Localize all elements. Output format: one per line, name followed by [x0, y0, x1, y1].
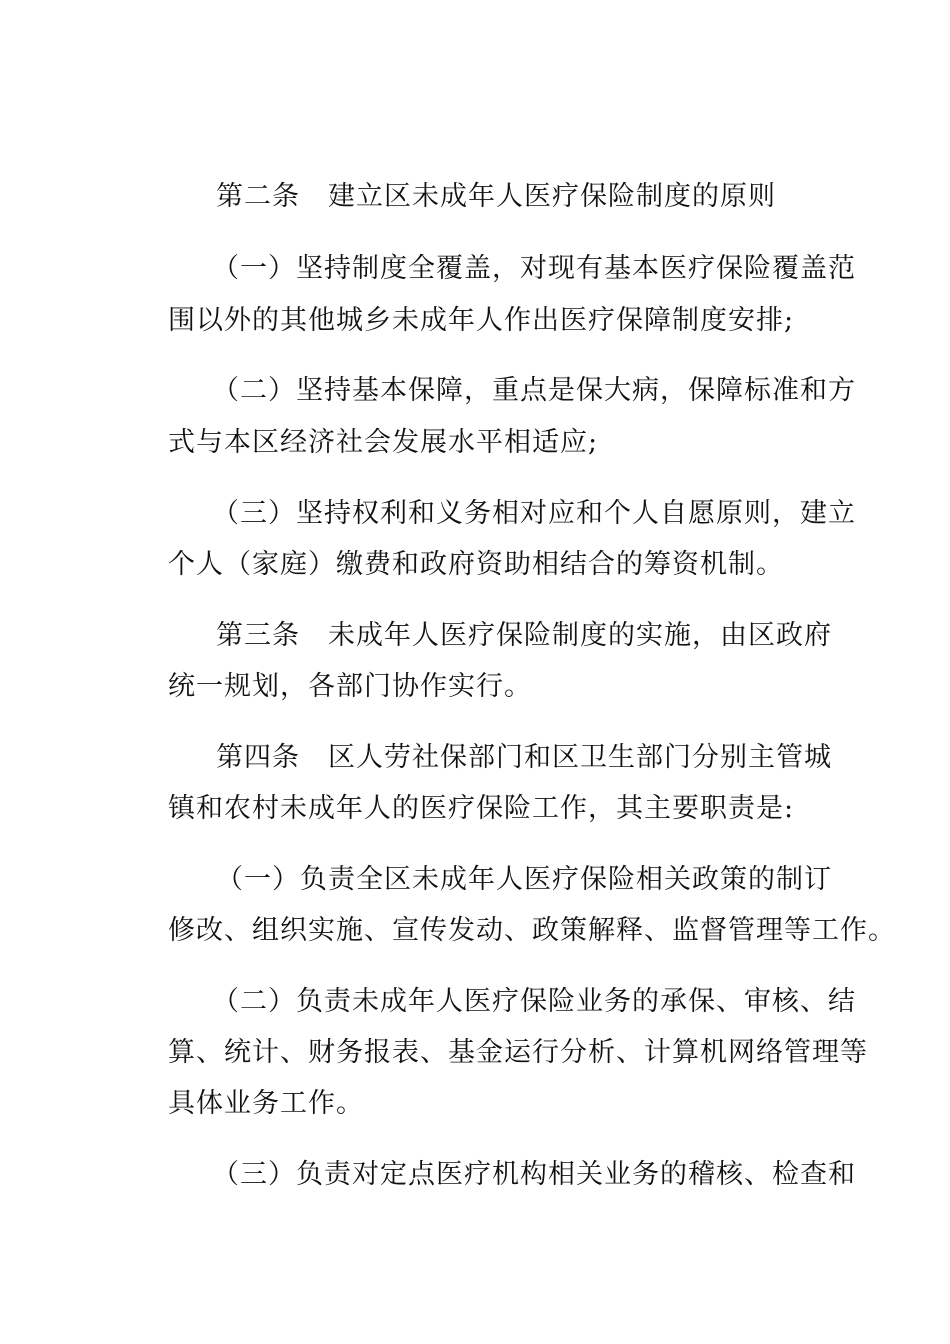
article-2-item-2-line-2: 式与本区经济社会发展水平相适应;: [168, 427, 599, 458]
article-4-item-2-line-2: 算、统计、财务报表、基金运行分析、计算机网络管理等: [168, 1037, 868, 1068]
article-3-line-1: 第三条 未成年人医疗保险制度的实施，由区政府: [216, 620, 832, 651]
article-2-item-2-line-1: （二）坚持基本保障，重点是保大病，保障标准和方: [212, 375, 856, 406]
article-4-item-1-line-1: （一）负责全区未成年人医疗保险相关政策的制订: [216, 864, 832, 895]
article-4-item-1-line-2: 修改、组织实施、宣传发动、政策解释、监督管理等工作。: [168, 915, 896, 946]
article-2-item-3-line-1: （三）坚持权利和义务相对应和个人自愿原则，建立: [212, 498, 856, 529]
article-2-heading: 第二条 建立区未成年人医疗保险制度的原则: [216, 181, 776, 212]
article-4-line-1: 第四条 区人劳社保部门和区卫生部门分别主管城: [216, 742, 832, 773]
article-4-item-3-line-1: （三）负责对定点医疗机构相关业务的稽核、检查和: [212, 1159, 856, 1190]
article-4-item-2-line-3: 具体业务工作。: [168, 1088, 364, 1119]
article-3-line-2: 统一规划，各部门协作实行。: [168, 671, 532, 702]
article-4-line-2: 镇和农村未成年人的医疗保险工作，其主要职责是:: [168, 793, 795, 824]
article-2-item-3-line-2: 个人（家庭）缴费和政府资助相结合的筹资机制。: [168, 549, 784, 580]
article-4-item-2-line-1: （二）负责未成年人医疗保险业务的承保、审核、结: [212, 986, 856, 1017]
article-2-item-1-line-2: 围以外的其他城乡未成年人作出医疗保障制度安排;: [168, 305, 795, 336]
article-2-item-1-line-1: （一）坚持制度全覆盖，对现有基本医疗保险覆盖范: [212, 253, 856, 284]
